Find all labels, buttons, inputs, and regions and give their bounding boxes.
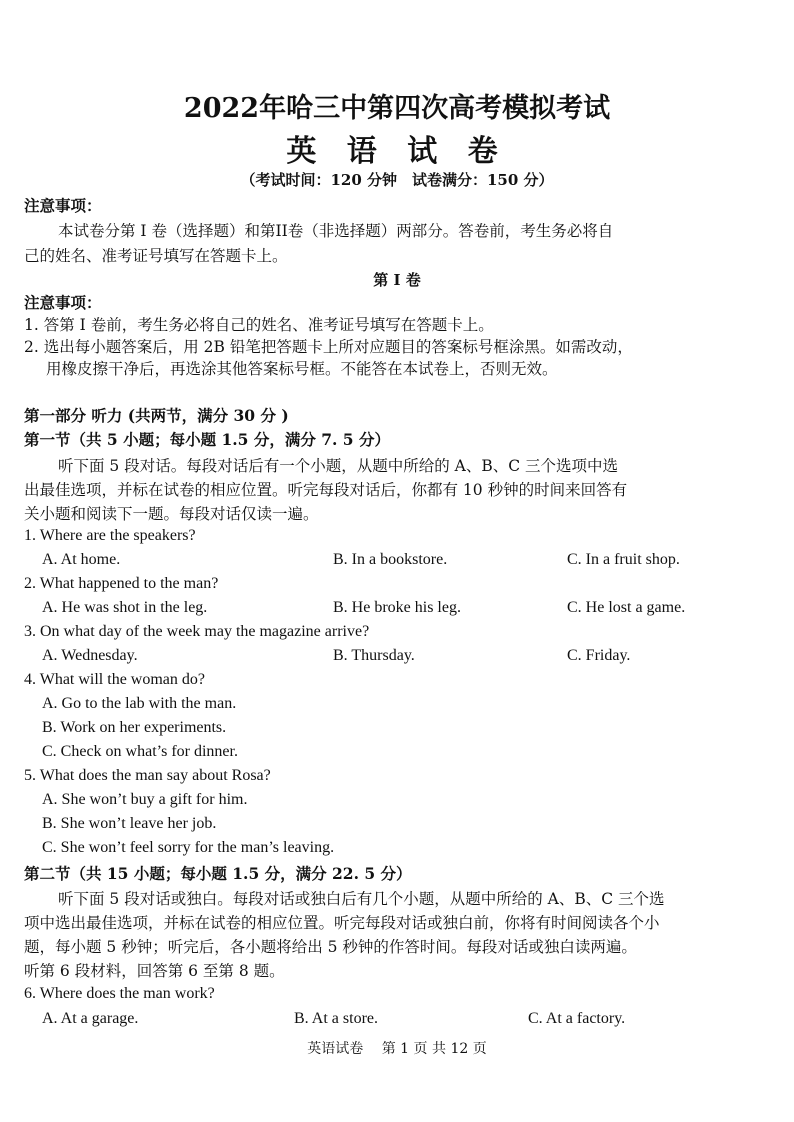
- q6-option-b: B. At a store.: [294, 1010, 378, 1027]
- q2-option-c: C. He lost a game.: [567, 599, 686, 616]
- exam-title: 2022年哈三中第四次高考模拟考试: [183, 93, 611, 124]
- question-1: 1. Where are the speakers?: [24, 527, 196, 544]
- question-4: 4. What will the woman do?: [24, 671, 205, 688]
- section1-instruction-1: 听下面 5 段对话。每段对话后有一个小题，从题中所给的 A、B、C 三个选项中选: [58, 457, 619, 475]
- q5-option-a: A. She won’t buy a gift for him.: [42, 791, 248, 808]
- section2-heading: 第二节（共 15 小题；每小题 1.5 分，满分 22. 5 分）: [24, 864, 412, 883]
- section2-instruction-3: 题，每小题 5 秒钟；听完后，各小题将给出 5 秒钟的作答时间。每段对话或独白读两遍。: [24, 938, 637, 956]
- section2-instruction-2: 项中选出最佳选项，并标在试卷的相应位置。听完每段对话或独白前，你将有时间阅读各个小: [24, 914, 660, 932]
- q1-option-b: B. In a bookstore.: [333, 551, 448, 568]
- notice-line-2: 己的姓名、准考证号填写在答题卡上。: [24, 247, 288, 265]
- q6-option-a: A. At a garage.: [42, 1010, 139, 1027]
- q4-option-b: B. Work on her experiments.: [42, 719, 227, 736]
- notice2-line-1: 1. 答第 I 卷前，考生务必将自己的姓名、准考证号填写在答题卡上。: [24, 316, 494, 334]
- q2-option-a: A. He was shot in the leg.: [42, 599, 208, 616]
- exam-info: （考试时间：120 分钟 试卷满分：150 分）: [240, 171, 554, 189]
- q5-option-c: C. She won’t feel sorry for the man’s leaving.: [42, 839, 335, 856]
- q3-option-a: A. Wednesday.: [42, 647, 138, 664]
- part1-heading: 第一部分 听力 (共两节，满分 30 分 ): [24, 406, 289, 425]
- page-footer: 英语试卷 第 1 页 共 12 页: [307, 1041, 487, 1057]
- notice-line-1: 本试卷分第 I 卷（选择题）和第II卷（非选择题）两部分。答卷前，考生务必将自: [58, 222, 614, 240]
- question-5: 5. What does the man say about Rosa?: [24, 767, 271, 784]
- material-note: 听第 6 段材料，回答第 6 至第 8 题。: [24, 962, 285, 980]
- q3-option-b: B. Thursday.: [333, 647, 415, 664]
- exam-subject: 英 语 试 卷: [286, 134, 508, 169]
- notice-heading: 注意事项：: [24, 196, 102, 215]
- q4-option-a: A. Go to the lab with the man.: [42, 695, 237, 712]
- q6-option-c: C. At a factory.: [528, 1010, 626, 1027]
- section1-instruction-2: 出最佳选项，并标在试卷的相应位置。听完每段对话后，你都有 10 秒钟的时间来回答有: [24, 481, 628, 499]
- q5-option-b: B. She won’t leave her job.: [42, 815, 217, 832]
- notice2-line-3: 用橡皮擦干净后，再选涂其他答案标号框。不能答在本试卷上，否则无效。: [46, 360, 558, 378]
- notice2-line-2: 2. 选出每小题答案后，用 2B 铅笔把答题卡上所对应题目的答案标号框涂黑。如需改动，: [24, 338, 633, 356]
- q1-option-c: C. In a fruit shop.: [567, 551, 680, 568]
- notice2-heading: 注意事项：: [24, 293, 102, 312]
- section2-instruction-1: 听下面 5 段对话或独白。每段对话或独白后有几个小题，从题中所给的 A、B、C 三个选: [58, 890, 665, 908]
- q4-option-c: C. Check on what’s for dinner.: [42, 743, 238, 760]
- question-2: 2. What happened to the man?: [24, 575, 219, 592]
- question-6: 6. Where does the man work?: [24, 985, 215, 1002]
- section1-heading: 第一节（共 5 小题；每小题 1.5 分，满分 7. 5 分）: [24, 430, 390, 449]
- q2-option-b: B. He broke his leg.: [333, 599, 461, 616]
- q3-option-c: C. Friday.: [567, 647, 631, 664]
- section1-instruction-3: 关小题和阅读下一题。每段对话仅读一遍。: [24, 505, 319, 523]
- q1-option-a: A. At home.: [42, 551, 121, 568]
- question-3: 3. On what day of the week may the magazine arrive?: [24, 623, 370, 640]
- volume-label: 第 I 卷: [373, 271, 421, 289]
